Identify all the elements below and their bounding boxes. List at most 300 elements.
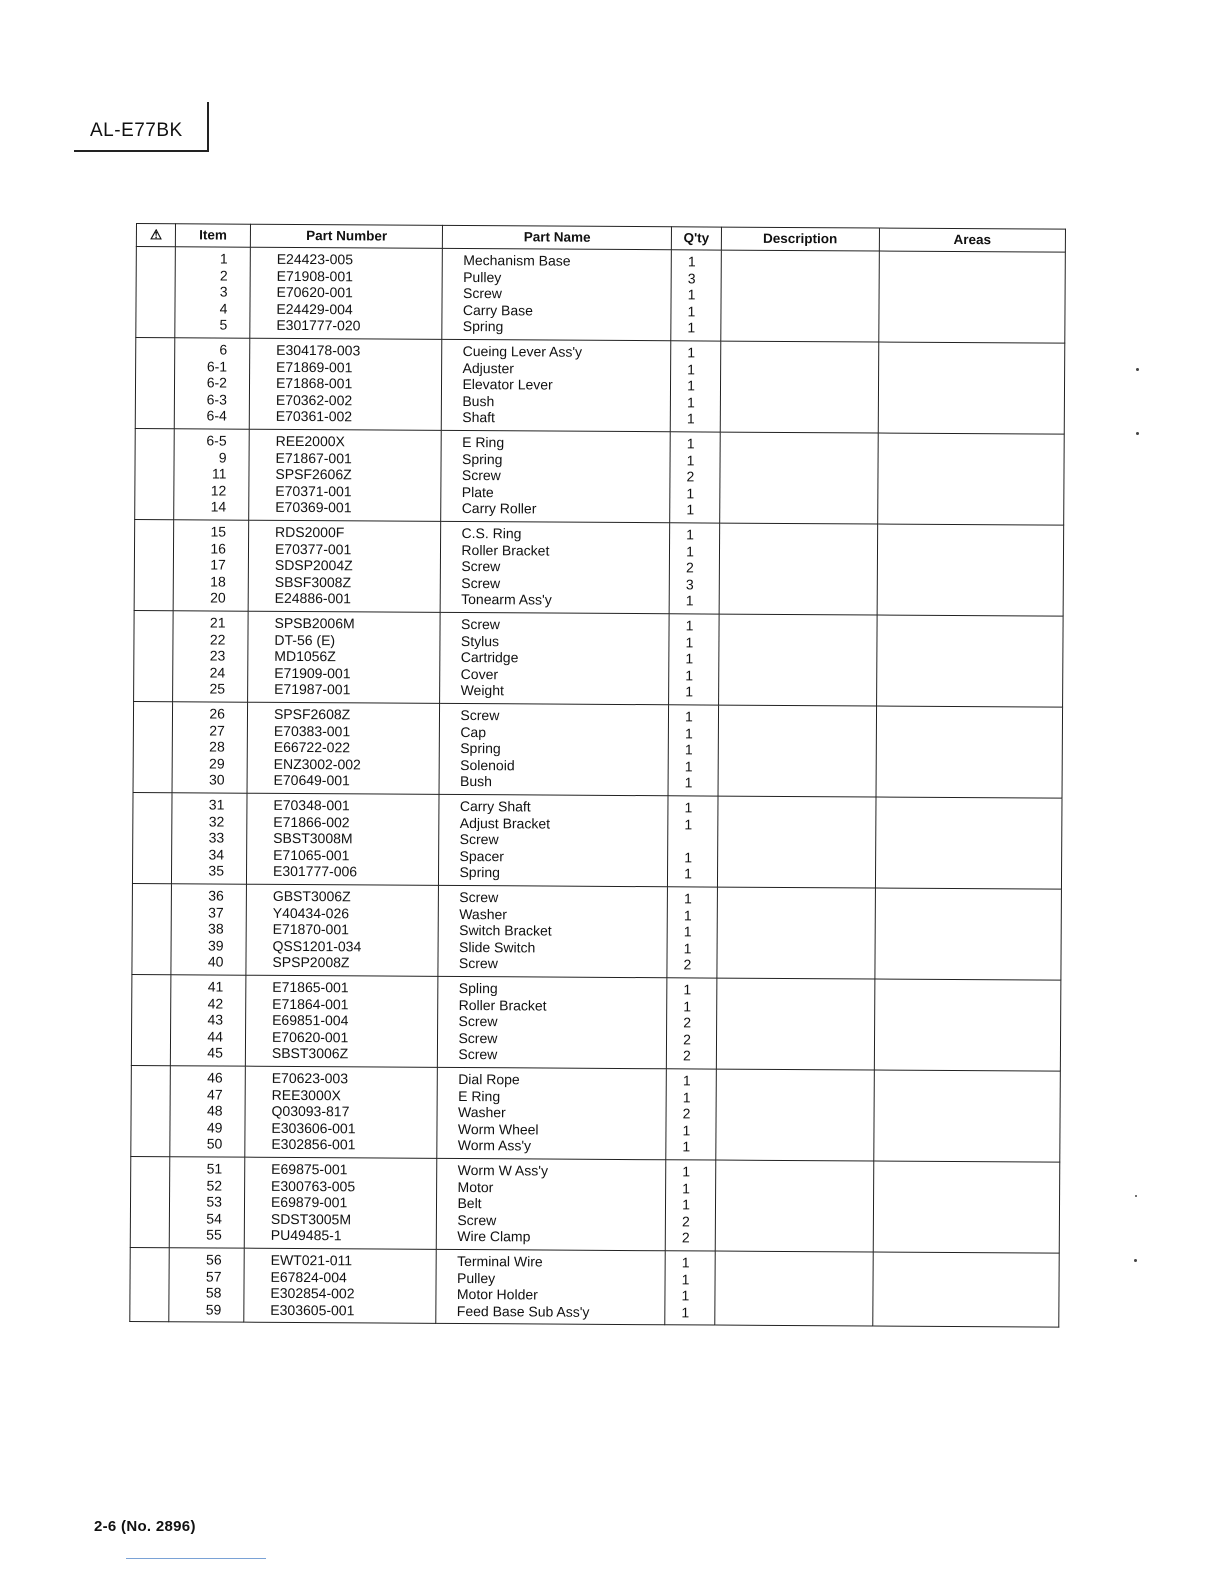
quantity: 1 xyxy=(681,1287,690,1304)
areas-cell xyxy=(877,524,1064,616)
column-header-item: Item xyxy=(176,224,251,247)
part-name: Spring xyxy=(459,864,501,881)
table-row-group xyxy=(130,1247,1059,1327)
description-cell xyxy=(715,1160,874,1252)
part-name: C.S. Ring xyxy=(461,524,522,542)
part-number: E24886-001 xyxy=(274,590,352,607)
item-number-cell xyxy=(174,429,249,520)
part-name-cell xyxy=(437,1067,666,1159)
item-number-cell xyxy=(175,247,250,338)
description-cell xyxy=(718,614,877,706)
part-name: Carry Shaft xyxy=(459,797,531,815)
part-number: SDSP2004Z xyxy=(274,557,353,574)
quantity: 1 xyxy=(685,650,694,667)
item-number: 49 xyxy=(206,1119,223,1136)
part-name: Bush xyxy=(459,773,493,790)
quantity: 2 xyxy=(685,559,694,576)
areas-cell xyxy=(875,797,1062,889)
part-number: E70371-001 xyxy=(275,482,352,500)
part-number: SBSF3008Z xyxy=(274,573,352,591)
page-footer: 2-6 (No. 2896) xyxy=(94,1518,196,1535)
description-cell xyxy=(721,250,880,342)
item-number: 45 xyxy=(207,1044,223,1061)
quantity-cell xyxy=(669,614,719,705)
item-number: 1 xyxy=(219,250,228,267)
item-number: 6-4 xyxy=(206,407,227,424)
warning-cell xyxy=(134,519,174,610)
part-number: REE2000X xyxy=(275,432,345,450)
part-number: EWT021-011 xyxy=(270,1251,353,1269)
part-number: E24429-004 xyxy=(276,300,353,318)
quantity: 1 xyxy=(682,1122,691,1139)
quantity: 1 xyxy=(683,940,692,957)
part-name: Weight xyxy=(460,682,504,699)
item-number: 35 xyxy=(208,862,225,879)
part-number: ENZ3002-002 xyxy=(273,755,361,773)
part-number-cell xyxy=(249,338,442,430)
item-number: 6 xyxy=(219,341,228,358)
part-number: SPSF2608Z xyxy=(273,705,351,723)
part-number-cell xyxy=(246,884,439,976)
part-number: Y40434-026 xyxy=(272,904,350,921)
item-number: 51 xyxy=(206,1160,223,1177)
quantity: 1 xyxy=(683,923,692,940)
part-name: Screw xyxy=(460,706,500,724)
part-name-cell xyxy=(441,521,670,613)
part-name-cell xyxy=(442,339,671,431)
header-horizontal-rule xyxy=(74,150,209,152)
part-number: E70348-001 xyxy=(273,796,350,814)
description-cell xyxy=(716,1069,875,1161)
part-name: Roller Bracket xyxy=(461,541,550,559)
item-number: 53 xyxy=(206,1193,223,1210)
part-name: Dial Rope xyxy=(458,1070,520,1088)
quantity: 1 xyxy=(683,890,692,907)
item-number: 33 xyxy=(208,829,225,846)
part-number: E69879-001 xyxy=(270,1194,348,1211)
part-number-cell xyxy=(250,247,443,339)
part-name: Spring xyxy=(460,740,501,757)
part-number: E69851-004 xyxy=(272,1012,349,1029)
part-number: E70649-001 xyxy=(273,772,350,789)
part-name: Worm Ass'y xyxy=(457,1137,532,1154)
description-cell xyxy=(717,887,876,979)
quantity: 1 xyxy=(682,1088,691,1105)
description-cell xyxy=(719,432,878,524)
part-number: E303606-001 xyxy=(271,1119,356,1137)
part-number: MD1056Z xyxy=(274,648,336,665)
column-header-part-number: Part Number xyxy=(250,224,443,248)
item-number: 58 xyxy=(205,1284,222,1301)
description-cell xyxy=(717,796,876,888)
description-cell xyxy=(719,523,878,615)
part-name: Cap xyxy=(460,723,487,740)
part-name: Worm W Ass'y xyxy=(457,1161,549,1179)
quantity-cell xyxy=(670,432,720,523)
areas-cell xyxy=(879,251,1066,343)
quantity: 1 xyxy=(685,617,694,634)
part-name: Spling xyxy=(458,979,498,997)
part-name-cell xyxy=(438,976,667,1068)
part-name-cell xyxy=(437,1158,666,1250)
item-number-cell xyxy=(175,338,250,429)
item-number: 23 xyxy=(209,647,226,664)
part-number: E70623-003 xyxy=(271,1069,349,1087)
item-number: 15 xyxy=(210,523,227,540)
description-cell xyxy=(716,978,875,1070)
part-name: Stylus xyxy=(460,632,500,649)
scan-speck xyxy=(1136,432,1139,435)
part-number: E71866-002 xyxy=(273,813,350,830)
part-name: Bush xyxy=(462,392,495,409)
part-name: Screw xyxy=(459,831,499,848)
item-number: 16 xyxy=(210,540,227,557)
areas-cell xyxy=(878,433,1065,525)
quantity-cell xyxy=(665,1160,715,1251)
quantity: 1 xyxy=(687,360,696,378)
part-name: Screw xyxy=(458,1046,498,1063)
description-cell xyxy=(714,1251,873,1326)
scan-speck xyxy=(1136,368,1139,371)
part-name: Cartridge xyxy=(460,649,519,666)
quantity-cell xyxy=(669,523,719,614)
quantity-cell xyxy=(668,796,718,887)
item-number: 6-2 xyxy=(206,374,228,391)
quantity: 1 xyxy=(684,865,692,882)
warning-cell xyxy=(130,1247,170,1321)
item-number: 34 xyxy=(208,846,225,863)
item-number: 12 xyxy=(210,482,227,499)
part-name: Screw xyxy=(458,1013,498,1030)
table-row-group xyxy=(130,1156,1060,1253)
item-number: 24 xyxy=(209,664,226,681)
column-header-areas: Areas xyxy=(879,228,1065,252)
quantity-cell xyxy=(671,250,721,341)
item-number-cell xyxy=(169,1248,244,1322)
quantity: 2 xyxy=(683,1014,692,1031)
part-number: SPSB2006M xyxy=(274,614,355,632)
part-number: SBST3006Z xyxy=(271,1045,349,1062)
item-number: 29 xyxy=(209,755,225,772)
quantity: 1 xyxy=(686,410,695,427)
quantity: 2 xyxy=(681,1213,690,1230)
part-name: Screw xyxy=(457,1211,497,1229)
warning-cell xyxy=(130,1156,170,1247)
quantity: 1 xyxy=(682,1072,691,1089)
warning-cell xyxy=(136,247,176,338)
item-number: 40 xyxy=(207,953,224,970)
table-row-group xyxy=(134,610,1064,707)
item-number: 30 xyxy=(208,771,225,788)
part-number: PU49485-1 xyxy=(270,1227,342,1244)
item-number: 57 xyxy=(205,1268,222,1285)
item-number: 36 xyxy=(208,887,224,904)
table-row-group xyxy=(131,974,1061,1071)
table-row-group xyxy=(133,701,1063,798)
part-name: Wire Clamp xyxy=(457,1228,531,1245)
part-name: Shaft xyxy=(462,409,496,426)
part-number: E66722-022 xyxy=(273,739,351,756)
quantity: 1 xyxy=(685,633,694,651)
part-name: Slide Switch xyxy=(458,938,536,956)
quantity: 1 xyxy=(682,1196,690,1213)
item-number: 17 xyxy=(210,556,226,573)
item-number: 6-1 xyxy=(206,358,228,375)
table-row-group xyxy=(135,428,1065,525)
part-name-cell xyxy=(439,794,668,886)
quantity: 1 xyxy=(686,501,695,518)
part-number: E70369-001 xyxy=(275,499,352,516)
part-number-cell xyxy=(248,611,441,703)
quantity-cell xyxy=(666,978,716,1069)
part-name-cell xyxy=(436,1249,665,1324)
part-number: E70361-002 xyxy=(275,408,353,425)
part-number: E71908-001 xyxy=(276,267,353,284)
description-cell xyxy=(718,705,877,797)
quantity-cell xyxy=(667,887,717,978)
item-number: 52 xyxy=(206,1177,223,1194)
part-number-cell xyxy=(247,702,440,794)
part-name-cell xyxy=(439,703,668,795)
part-name-cell xyxy=(440,612,669,704)
item-number: 42 xyxy=(207,995,224,1012)
part-number: E70377-001 xyxy=(274,540,352,557)
part-number: E69875-001 xyxy=(271,1160,348,1178)
item-number: 48 xyxy=(206,1102,223,1119)
part-name: Screw xyxy=(459,888,499,906)
part-name: Belt xyxy=(457,1195,482,1212)
item-number-cell xyxy=(171,884,246,975)
areas-cell xyxy=(873,1252,1060,1327)
part-number: E71987-001 xyxy=(274,681,351,698)
quantity-cell xyxy=(668,705,718,796)
warning-cell xyxy=(135,428,175,519)
part-number: SBST3008M xyxy=(273,830,353,847)
model-title: AL-E77BK xyxy=(90,120,183,141)
item-number: 56 xyxy=(206,1251,222,1268)
part-number: E71868-001 xyxy=(275,375,353,392)
part-name-cell xyxy=(441,430,670,522)
part-number: E71865-001 xyxy=(272,978,349,996)
item-number: 32 xyxy=(208,813,225,830)
quantity: 1 xyxy=(684,815,693,833)
part-name: Spring xyxy=(461,450,503,467)
header-vertical-rule xyxy=(207,102,209,150)
quantity-cell xyxy=(670,341,720,432)
parts-list-table xyxy=(129,223,1066,1328)
item-number: 6-3 xyxy=(206,391,227,408)
part-number: QSS1201-034 xyxy=(272,937,362,955)
part-name: Solenoid xyxy=(460,756,515,774)
column-header-qty: Q'ty xyxy=(671,227,721,250)
quantity: 1 xyxy=(681,1254,690,1271)
areas-cell xyxy=(878,342,1065,434)
column-header-part-name: Part Name xyxy=(443,225,672,249)
part-name: E Ring xyxy=(462,433,505,451)
quantity: 1 xyxy=(686,394,695,411)
quantity: 1 xyxy=(683,997,692,1014)
item-number: 31 xyxy=(208,796,225,813)
part-name: Cover xyxy=(460,665,499,683)
part-name: Adjuster xyxy=(462,359,514,376)
part-name: Washer xyxy=(457,1104,506,1121)
part-number: E301777-020 xyxy=(276,317,361,334)
part-name: Screw xyxy=(461,558,501,575)
item-number: 18 xyxy=(210,573,226,590)
item-number: 38 xyxy=(208,920,224,937)
item-number: 25 xyxy=(209,680,226,697)
part-name: Screw xyxy=(461,467,501,484)
warning-cell xyxy=(133,701,173,792)
quantity: 3 xyxy=(685,576,694,593)
part-name: Carry Roller xyxy=(461,500,537,517)
item-number: 6-5 xyxy=(206,432,227,449)
quantity: 1 xyxy=(684,724,693,742)
quantity: 2 xyxy=(682,1105,691,1122)
quantity: 1 xyxy=(683,906,692,924)
item-number: 43 xyxy=(207,1011,224,1028)
part-number: E71864-001 xyxy=(272,995,349,1012)
areas-cell xyxy=(874,979,1061,1071)
part-number: SPSP2008Z xyxy=(272,954,350,971)
quantity: 1 xyxy=(684,849,693,866)
quantity: 1 xyxy=(686,526,695,543)
table-row-group xyxy=(136,247,1066,344)
item-number-cell xyxy=(172,702,247,793)
table-row-group xyxy=(132,792,1062,889)
part-name: Elevator Lever xyxy=(462,376,553,393)
part-number: E302854-002 xyxy=(270,1285,355,1302)
item-number: 50 xyxy=(206,1135,223,1152)
quantity: 1 xyxy=(686,435,695,452)
item-number-cell xyxy=(173,520,248,611)
quantity: 1 xyxy=(687,344,696,361)
quantity: 1 xyxy=(684,741,693,758)
item-number: 27 xyxy=(209,722,225,739)
quantity: 1 xyxy=(685,592,694,609)
quantity-cell xyxy=(666,1069,716,1160)
part-number-cell xyxy=(249,429,442,521)
item-number: 20 xyxy=(210,589,226,606)
quantity: 1 xyxy=(681,1270,690,1287)
quantity: 1 xyxy=(682,1163,691,1180)
quantity: 1 xyxy=(687,253,696,270)
part-name: Screw xyxy=(461,574,501,592)
part-name: Terminal Wire xyxy=(457,1252,543,1270)
quantity: 1 xyxy=(685,683,694,700)
areas-cell xyxy=(876,706,1063,798)
part-number: GBST3006Z xyxy=(272,887,351,905)
part-name: Pulley xyxy=(456,1269,496,1286)
part-number: REE3000X xyxy=(271,1086,341,1103)
footer-rule xyxy=(126,1558,266,1559)
item-number: 2 xyxy=(219,267,228,284)
part-name: Adjust Bracket xyxy=(459,814,551,832)
item-number: 4 xyxy=(219,300,228,317)
quantity: 1 xyxy=(684,799,693,816)
part-name: Feed Base Sub Ass'y xyxy=(456,1302,590,1320)
part-number: E70362-002 xyxy=(275,391,353,409)
item-number-cell xyxy=(171,975,246,1066)
parts-table-body xyxy=(130,247,1066,1328)
quantity: 1 xyxy=(687,377,695,394)
table-row-group xyxy=(131,1065,1061,1162)
part-name: E Ring xyxy=(458,1087,501,1104)
item-number: 28 xyxy=(209,738,225,755)
part-name: Screw xyxy=(458,955,498,972)
item-number: 26 xyxy=(209,705,226,722)
part-name: Motor Holder xyxy=(456,1286,538,1303)
quantity: 1 xyxy=(685,708,693,725)
item-number: 37 xyxy=(208,904,224,921)
table-row-group xyxy=(132,883,1062,980)
quantity: 1 xyxy=(682,1138,691,1155)
quantity-cell xyxy=(665,1251,715,1325)
quantity: 3 xyxy=(687,269,696,287)
part-name: Spring xyxy=(462,318,504,335)
part-name: Worm Wheel xyxy=(457,1120,539,1138)
warning-triangle-icon: ⚠ xyxy=(136,224,175,247)
part-name: Cueing Lever Ass'y xyxy=(462,342,583,360)
part-name: Mechanism Base xyxy=(463,251,571,269)
warning-cell xyxy=(135,338,175,429)
item-number: 55 xyxy=(206,1226,222,1243)
part-name: Pulley xyxy=(463,268,502,285)
item-number: 44 xyxy=(207,1028,224,1045)
item-number: 22 xyxy=(209,631,226,648)
part-number: Q03093-817 xyxy=(271,1103,350,1120)
warning-cell xyxy=(131,1065,171,1156)
quantity: 1 xyxy=(687,319,696,336)
part-name: Screw xyxy=(460,615,500,633)
item-number: 59 xyxy=(205,1301,222,1318)
model-header xyxy=(74,100,210,152)
quantity: 1 xyxy=(682,1179,691,1196)
item-number-cell xyxy=(170,1066,245,1157)
quantity: 1 xyxy=(686,485,695,502)
item-number: 5 xyxy=(219,316,228,333)
quantity: 2 xyxy=(681,1229,690,1246)
item-number: 14 xyxy=(210,498,227,515)
item-number: 11 xyxy=(211,465,227,482)
part-name: Motor xyxy=(457,1178,494,1195)
item-number-cell xyxy=(170,1157,245,1248)
part-number: E71870-001 xyxy=(272,921,350,938)
warning-cell xyxy=(131,974,171,1065)
item-number: 3 xyxy=(219,283,228,300)
part-number: RDS2000F xyxy=(275,523,345,541)
part-number-cell xyxy=(245,975,438,1067)
quantity: 1 xyxy=(683,981,692,998)
part-number: E70620-001 xyxy=(271,1028,349,1046)
areas-cell xyxy=(875,888,1062,980)
part-number: SDST3005M xyxy=(270,1210,352,1228)
part-name: Switch Bracket xyxy=(459,922,552,939)
part-number: E303605-001 xyxy=(270,1301,355,1319)
part-number: E301777-006 xyxy=(272,863,358,880)
quantity: 1 xyxy=(681,1304,690,1321)
part-name: Carry Base xyxy=(462,301,534,319)
item-number: 39 xyxy=(207,937,224,954)
part-number: SPSF2606Z xyxy=(275,466,352,483)
table-row-group xyxy=(135,338,1065,435)
warning-cell xyxy=(132,792,172,883)
part-number: E71065-001 xyxy=(273,846,350,864)
item-number: 47 xyxy=(207,1086,223,1103)
part-name: Screw xyxy=(462,285,502,302)
item-number-cell xyxy=(173,611,248,702)
scan-speck xyxy=(1134,1259,1137,1262)
